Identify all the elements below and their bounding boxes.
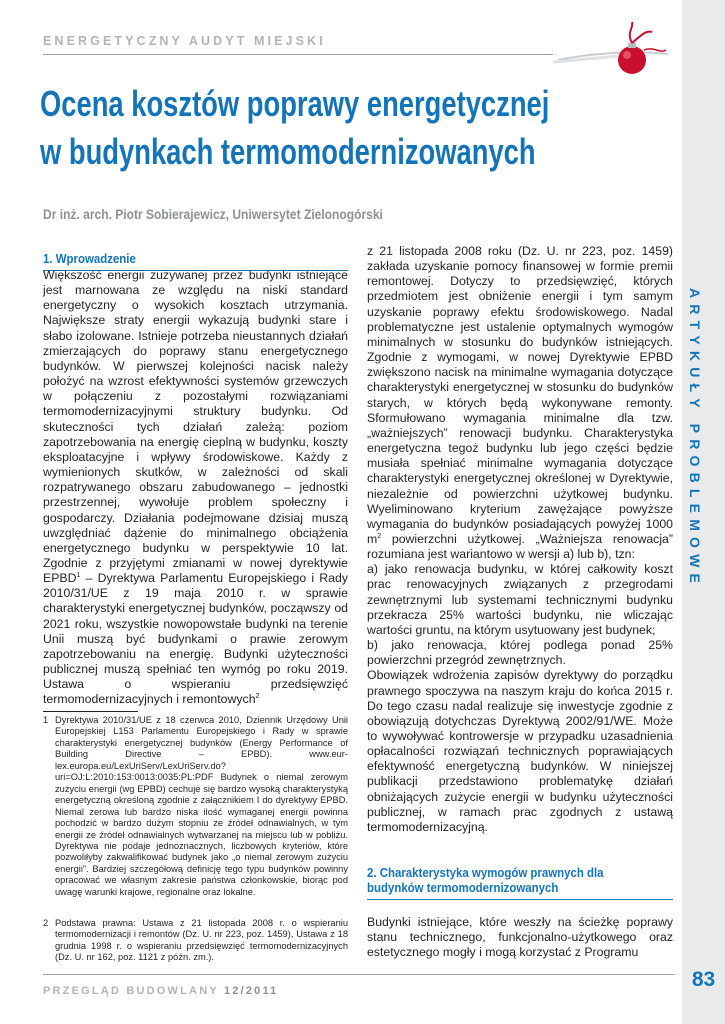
footnote-2-text: Podstawa prawna: Ustawa z 21 listopada 2008 r. o wspieraniu termomodernizacji i remontów (Dz. U. nr 223, poz. 1459), Ustawa z 18 grudnia 1998 r. o wspieraniu przedsięwzięć termomodernizacyjnych (Dz. U. nr 162, poz. 1121 z późn. zm.). xyxy=(55,918,348,963)
footnote-1-text: Dyrektywa 2010/31/UE z 18 czerwca 2010, Dziennik Urzędowy Unii Europejskiej L153 Parlamentu Europejskiego i Rady w sprawie charakterystyki energetycznej budynków (Energy Performance of Building Directive – EPBD). www.eur-lex.europa.eu/LexUriServ/LexUriServ.do?uri=OJ:L:2010:153:0013:0035:PL:PDF Budynek o niemal zerowym zużyciu energii (wg EPBD) cechuje się bardzo wysoką charakterystyką energetyczną określoną zgodnie z załącznikiem I do dyrektywy EPBD. Niemal zerowa lub bardzo niska ilość wymaganej energii powinna pochodzić w bardzo dużym stopniu ze źródeł odnawialnych, w tym energii ze źródeł odnawialnych wytwarzanej na miejscu lub w pobliżu. Dyrektywa nie podaje jednoznacznych, liczbowych kryteriów, które pozwoliłyby zakwalifikować budynek jako „o niemal zerowym zużyciu energii”. Bardziej szczegółową definicję tego typu budynków powinny opracować we własnym zakresie państwa członkowskie, biorąc pod uwagę warunki krajowe, regionalne oraz lokalne. xyxy=(55,715,348,897)
list-item-b: b) jako renowacja, której podlega ponad 25% powierzchni przegród zewnętrznych. xyxy=(367,638,673,668)
footnote-rule xyxy=(43,711,138,712)
page-number: 83 xyxy=(691,968,716,991)
right-column xyxy=(367,244,673,835)
footnote-1-number: 1 xyxy=(43,715,49,725)
christmas-ornament-icon xyxy=(548,10,678,82)
left-column xyxy=(43,268,348,708)
intro-paragraph: Większość energii zużywanej przez budynki istniejące jest marnowana ze względu na niski standard energetyczny o wysokich kosztach utrzymania. Największe straty energii wykazują budynki stare i słabo izolowane. Istnieje potrzeba nieustannych działań zmierzających do poprawy stanu energetycznego budynków. W pierwszej kolejności nacisk należy położyć na wzrost efektywności systemów grzewczych w połączeniu z pozostałymi rozwiązaniami termomodernizacyjnymi struktury budynku. Od skuteczności tych działań zależą: poziom zapotrzebowania na energię cieplną w budynku, koszty eksploatacyjne i wpływy środowiskowe. Każdy z wymienionych skutków, w zależności od skali rozpatrywanego obszaru zabudowanego – jednostki przestrzennej, wywołuje problem społeczny i gospodarczy. Działania podejmowane dzisiaj muszą uwzględniać dążenie do minimalnego obciążenia energetycznego budynku w perspektywie 10 lat. Zgodnie z przyjętymi zmianami w nowej dyrektywie EPBD$^1$ – Dyrektywa Parlamentu Europejskiego i Rady 2010/31/UE z 19 maja 2010 r. w sprawie charakterystyki energetycznej budynków, począwszy od 2021 roku, wszystkie nowopowstałe budynki na terenie Unii muszą być budynkami o prawie zerowym zapotrzebowaniu na energię. Budynki użyteczności publicznej muszą spełniać ten wymóg po roku 2019. Ustawa o wspieraniu przedsięwzięć termomodernizacyjnych i remontowych$^2$ xyxy=(43,268,348,707)
section-2-text-column xyxy=(367,915,673,960)
title-line-1: Ocena kosztów poprawy energetycznej xyxy=(40,83,550,124)
author-line: Dr inż. arch. Piotr Sobierajewicz, Uniwersytet Zielonogórski xyxy=(43,206,383,222)
running-header: ENERGETYCZNY AUDYT MIEJSKI xyxy=(43,34,326,48)
section-2-heading-line-2: budynków termomodernizowanych xyxy=(367,879,559,895)
footnote-1 xyxy=(43,715,348,898)
section-2-heading xyxy=(367,866,604,895)
journal-issue: 12/2011 xyxy=(223,985,279,997)
section-2-paragraph: Budynki istniejące, które weszły na ścieżkę poprawy stanu technicznego, funkcjonalno-użytkowego oraz estetycznego mogły i mogą korzystać z Programu xyxy=(367,915,673,960)
section-2-rule xyxy=(367,899,673,900)
journal-footer xyxy=(43,985,279,997)
side-category-text: ARTYKUŁY PROBLEMOWE xyxy=(687,288,703,590)
footer-rule xyxy=(43,974,675,975)
right-paragraph-1: z 21 listopada 2008 roku (Dz. U. nr 223, poz. 1459) zakłada uzyskanie pomocy finansowej w formie premii remontowej. Dotyczy to przedsięwzięć, których przedmiotem jest obniżenie energii i tym samym uzyskanie poprawy efektu środowiskowego. Nadal problematyczne jest ustalenie optymalnych wymogów minimalnych w stosunku do budynków istniejących. Zgodnie z wymogami, w nowej Dyrektywie EPBD zwiększono nacisk na minimalne wymagania dotyczące charakterystyki energetycznej w stosunku do budynków starych, w których będą wykonywane remonty. Sformułowano wymagania minimalne dla tzw. „ważniejszych” renowacji budynku. Charakterystyka energetyczna tegoż budynku lub jego części będzie musiała spełniać minimalne wymagania dotyczące charakterystyki energetycznej określonej w Dyrektywie, niezależnie od powierzchni użytkowej budynku. Wyeliminowano kryterium zawężające powyższe wymagania do budynków posiadających powyżej 1000 $m^2$ powierzchni użytkowej. „Ważniejsza renowacja” rozumiana jest wariantowo w wersji a) lub b), tzn: xyxy=(367,244,673,562)
header-rule xyxy=(43,54,553,55)
footnote-2-number: 2 xyxy=(43,918,49,928)
title-line-2: w budynkach termomodernizowanych xyxy=(40,131,536,172)
article-title xyxy=(40,80,549,176)
section-1-heading: 1. Wprowadzenie xyxy=(43,251,136,266)
footnote-2 xyxy=(43,918,348,964)
right-paragraph-2: Obowiązek wdrożenia zapisów dyrektywy do porządku prawnego spoczywa na naszym kraju do końca 2015 r. Do tego czasu nadal realizuje się inwestycje zgodnie z obowiązują dotychczas Dyrektywą 2002/91/WE. Może to wywoływać kontrowersje w przypadku uzasadnienia opłacalności rozwiązań technicznych poprawiających efektywność energetyczną budynków. W niniejszej publikacji przedstawiono problematykę działań obniżających zużycie energii w budynku użyteczności publicznej, w ramach prac zgodnych z ustawą termomodernizacyjną. xyxy=(367,668,673,834)
section-2-heading-line-1: 2. Charakterystyka wymogów prawnych dla xyxy=(367,865,604,880)
journal-name: PRZEGLĄD BUDOWLANY xyxy=(43,985,224,997)
list-item-a: a) jako renowacja budynku, w której całkowity koszt prac renowacyjnych związanych z przegrodami zewnętrznymi lub systemami technicznymi budynku przekracza 25% wartości budynku, nie wliczając wartości gruntu, na którym usytuowany jest budynek; xyxy=(367,562,673,637)
